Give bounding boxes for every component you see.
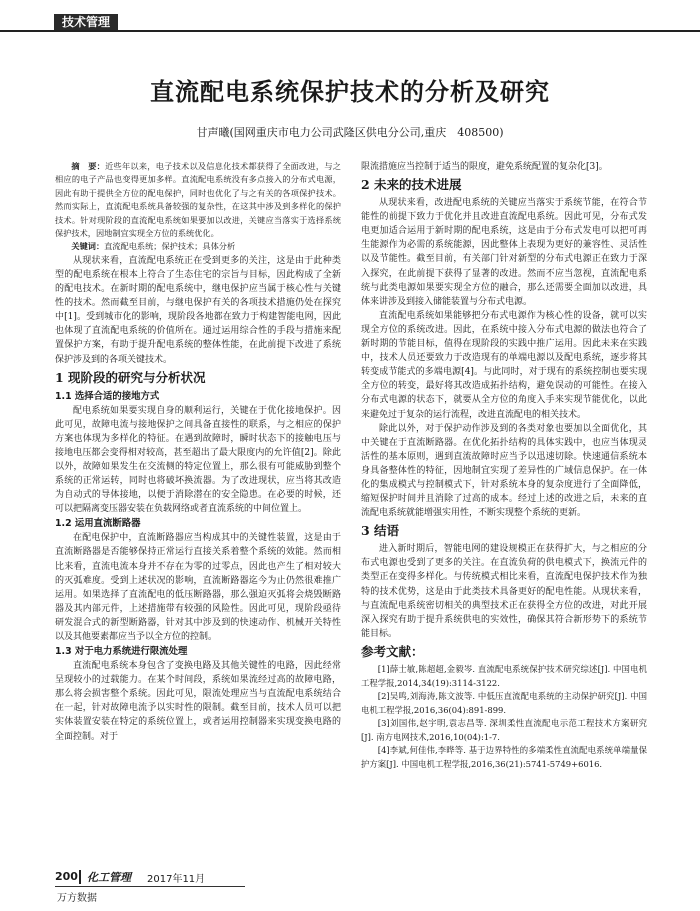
section-1-1-text: 配电系统如果要实现自身的顺利运行，关键在于优化接地保护。因此可见，故障电流与接地保护之间具备直接性的联系，与之相应的保护方案也体现为多样化的特征。在遇到故障时，瞬时状态下的接触电压与接地电压都会变得相对较高，甚至超出了最大限度内的允许值[2]。除此以外，故障如果发生在交流侧的特定位置上，那么很有可能威胁到整个系统的正常运转，同时也将破坏换流器。为了改进现状，应当将其改造为自动式的导体接地，以便于消除潜在的安全隐患。在必要的时候，还可以把隔离变压器安装在负载网络或者直流系统的中间位置上。: [55, 405, 341, 515]
reference-item: [2]吴鸣,刘海涛,陈文波等. 中低压直流配电系统的主动保护研究[J]. 中国电机工程学报,2016,36(04):891-899.: [361, 691, 647, 715]
article-author: 甘声曦(国网重庆市电力公司武隆区供电分公司,重庆 408500): [196, 126, 504, 139]
footer-rule: [55, 886, 245, 887]
section-3-text: 进入新时期后，智能电网的建设规模正在获得扩大，与之相应的分布式电源也受到了更多的关注。在直流负荷的供电模式下，换流元件的类型正在变得多样化。与传统模式相比来看，直流配电保护技术作为独特的技术优势，这是由于此类技术具备更好的配电性能。从现状来看，与直流配电系统密切相关的典型技术正在获得全方位的改进，对此开展深入探究有助于提升系统供电的实效性，确保其符合新形势下的系统节能目标。: [361, 544, 647, 639]
section-3-heading: 3 结语: [361, 523, 400, 539]
continued-paragraph: 限流措施应当控制于适当的限度，避免系统配置的复杂化[3]。: [361, 162, 608, 172]
section-1-2-text: 在配电保护中，直流断路器应当构成其中的关键性装置，这是由于直流断路器是否能够保持正常运行直接关系着整个系统的效能。然而相比来看，直流电流本身并不存在为零的过零点，因此也产生了相对较大的灭弧难度。受到上述状况的影响，直流断路器迄今为止仍然很难推广运用。如果选择了直流配电的低压断路器，那么强迫灭弧将会烧毁断路器及其内部元件，上述措施带有较强的风险性。因此可见，现阶段亟待研发混合式的新型断路器，针对其中涉及到的快速动作、机械开关特性以及其他要素都应当予以全方位的控制。: [55, 533, 341, 642]
section-2-paragraph-1: 从现状来看，改进配电系统的关键应当落实于系统节能，在符合节能性的前提下致力于优化并且改进直流配电系统。因此可见，分布式发电更加适合运用于新时期的配电系统，这是由于分布式发电可以把可再生能源作为必需的系统能源，因此整体上表现为更好的兼容性、灵活性以及节能性。截至目前，有关部门针对新型的分布式电源正在致力于深入探究，在此前提下获得了显著的改进。然而不应当忽视，直流配电系统与此类电源如果要实现全方位的融合，那么还需要全面加以改进，具体来讲涉及到接入储能装置与分布式电源。: [361, 198, 647, 307]
journal-name: 化工管理: [87, 871, 131, 884]
section-2-heading: 2 未来的技术进展: [361, 177, 462, 193]
section-1-1-heading: 1.1 选择合适的接地方式: [55, 390, 160, 402]
keywords: [55, 240, 341, 253]
keywords-label: 关键词：: [71, 241, 105, 252]
references-heading: 参考文献：: [361, 643, 424, 659]
section-1-heading: 1 现阶段的研究与分析状况: [55, 369, 206, 385]
section-2-paragraph-3: 除此以外，对于保护动作涉及到的各类对象也要加以全面优化，其中关键在于直流断路器。在优化拓扑结构的具体实践中，也应当体现灵活性的基本原则，遇到直流故障时应当予以迅速切除。快速通信系统本身具备整体性的特征，因地制宜实现了差异性的广域信息保护。在一体化的集成模式与控制模式下，针对系统本身的复杂度进行了全面降低，缩短保护时间并且消除了过高的成本。经过上述的改进之后，未来的直流配电系统就能增强实用性，不断实现整个系统的更新。: [361, 423, 647, 519]
reference-item: [1]薛士敏,陈超超,金毅岑. 直流配电系统保护技术研究综述[J]. 中国电机工程学报,2014,34(19):3114-3122.: [361, 663, 647, 688]
keywords-text: 直流配电系统；保护技术；具体分析: [104, 241, 236, 252]
intro-paragraph: 从现状来看，直流配电系统正在受到更多的关注，这是由于此种类型的配电系统在根本上符合了生态住宅的宗旨与目标，因此构成了全新的配电技术。在新时期的配电系统中，继电保护应当属于核心性与关键性的技术。然而截至目前，与继电保护有关的各项技术措施仍处在探究中[1]。受到城市化的影响，现阶段各地都在致力于构建智能电网，因此也体现了直流配电系统的价值所在。通过运用综合性的手段与措施来配置保护方案，有助于提升配电系统的整体性能，在此前提下改进了系统保护涉及到的各项关键技术。: [55, 255, 341, 365]
reference-item: [4]李斌,何佳伟,李晔等. 基于边界特性的多端柔性直流配电系统单端量保护方案[J]. 中国电机工程学报,2016,36(21):5741-5749+6016.: [361, 745, 647, 770]
section-2-paragraph-2: 直流配电系统如果能够把分布式电源作为核心性的设备，就可以实现全方位的系统改进。因此，在系统中接入分布式电源的做法也符合了新时期的节能目标，值得在现阶段的实践中推广运用。因此未来在实践中，技术人员还要致力于改造现有的单端电源以及配电系统，逐步将其转变成节能式的多端电源[4]。与此同时，对于现有的系统控制也要实现全方位的转变，最好将其改造成拓扑结构，避免误动的可能性。在接入分布式电源的状态下，就要从全方位的角度入手来实现节能优化，以此来避免过于复杂的运行流程，改进直流配电的相关技术。: [361, 310, 647, 420]
reference-item: [3]刘国伟,赵宇明,袁志昌等. 深圳柔性直流配电示范工程技术方案研究[J]. 南方电网技术,2016,10(04):1-7.: [361, 718, 647, 742]
section-tag: 技术管理: [54, 14, 118, 30]
abstract-text: 近些年以来，电子技术以及信息化技术都获得了全面改进，与之相应的电子产品也变得更加多样。直流配电系统没有多点接入的分布式电源，因此有助于提供全方位的配电保护，同时也优化了与之有关的各项保护技术。然而实际上，直流配电系统具备较强的复杂性，在这其中涉及到多样化的保护技术。针对现阶段的直流配电系统如果要加以改进，关键应当落实于选择系统保护技术，因地制宜实现全方位的系统优化。: [55, 161, 341, 239]
issue-date: 2017年11月: [147, 874, 206, 885]
right-column: [361, 160, 647, 840]
header-band: [0, 14, 700, 32]
page-footer: [55, 870, 655, 910]
section-1-3-text: 直流配电系统本身包含了变换电路及其他关键性的电路，因此经常呈现较小的过载能力。在某个时间段，系统如果流经过高的故障电路，那么将会损害整个系统。因此可见，限流处理应当与直流配电系统结合在一起，针对故障电流予以实时性的限制。截至目前，技术人员可以把实体装置安装在特定的系统位置上，或者运用控制器来实现变换电路的全面控制。对于: [55, 661, 341, 742]
article-title: 直流配电系统保护技术的分析及研究: [150, 78, 550, 106]
section-1-3-heading: 1.3 对于电力系统进行限流处理: [55, 646, 188, 658]
watermark-text: 万方数据: [57, 893, 97, 904]
left-column: [55, 160, 341, 840]
abstract: [55, 160, 341, 240]
page-number: 200: [55, 870, 78, 883]
section-1-2-heading: 1.2 运用直流断路器: [55, 518, 141, 530]
abstract-label: 摘 要：: [71, 161, 106, 171]
footer-divider: [79, 870, 81, 884]
